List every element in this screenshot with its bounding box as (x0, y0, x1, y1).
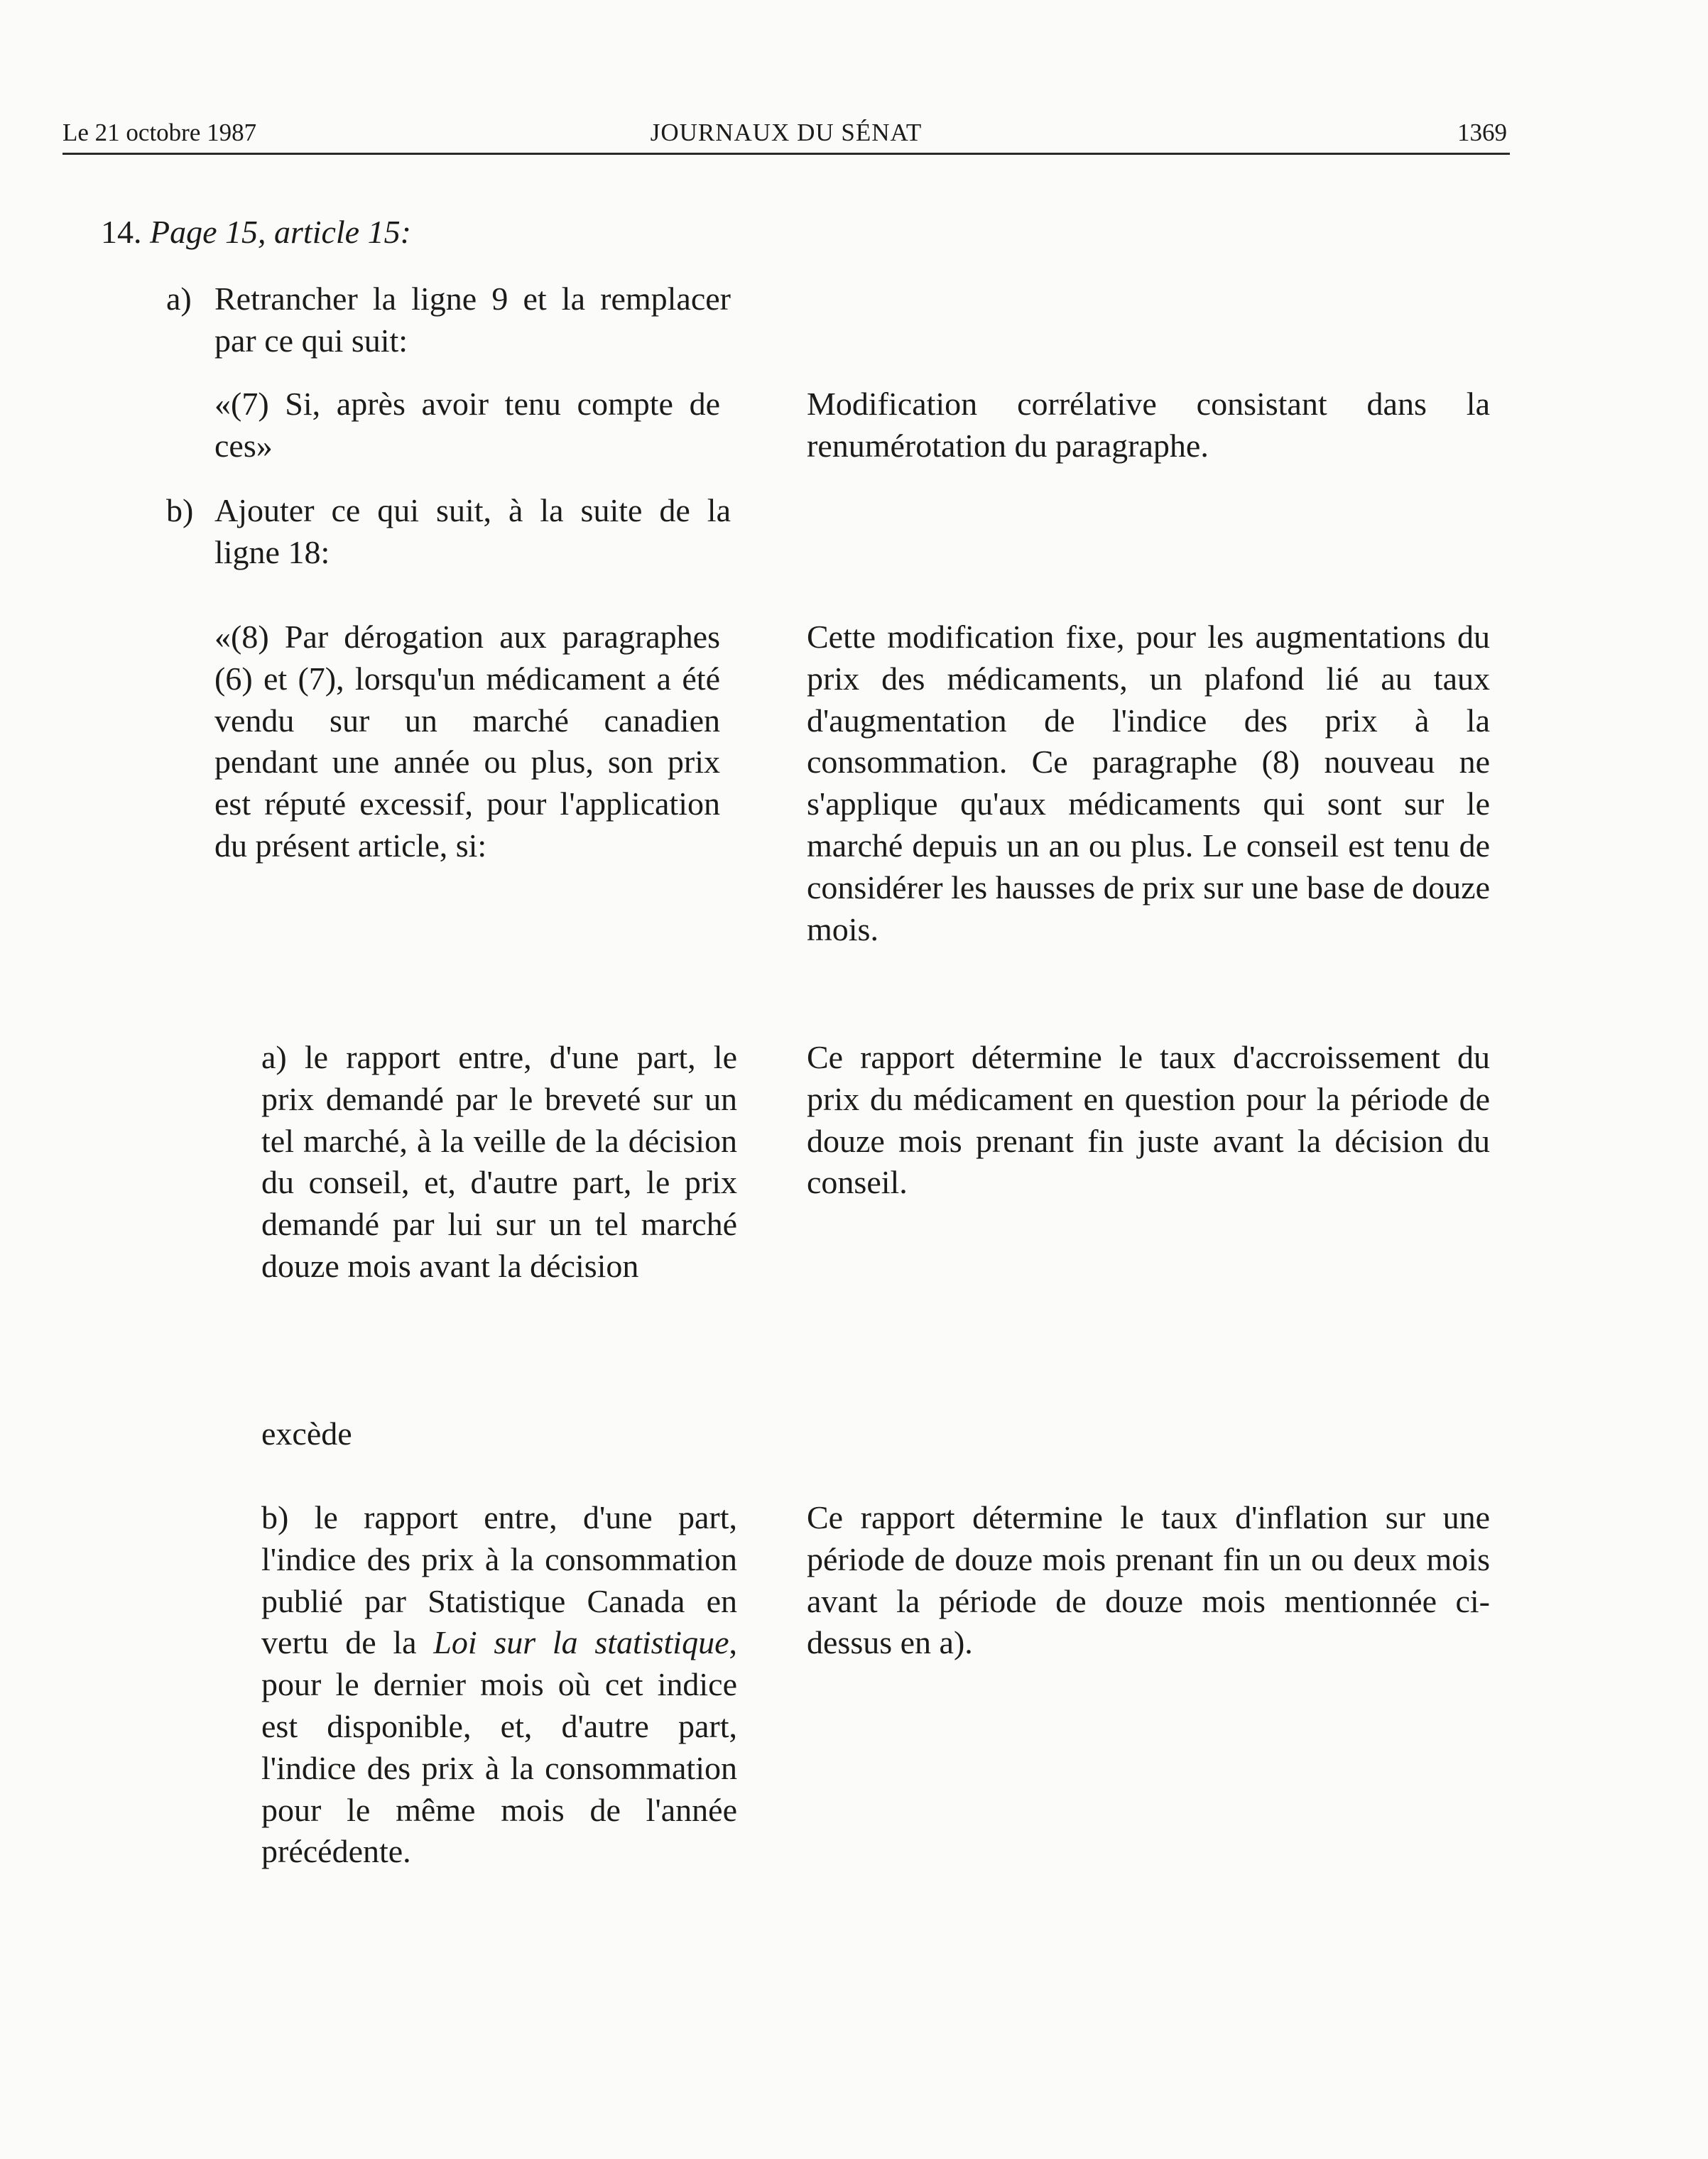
amendment-a (166, 278, 731, 362)
clause-a-note: Ce rapport détermine le taux d'accroissement du prix du médicament en question pour la période de douze mois prenant fin juste avant la décision du conseil. (807, 1039, 1490, 1201)
amendment-a-label: a) (166, 281, 192, 317)
statute-title: Loi sur la statistique (433, 1624, 729, 1661)
header-date: Le 21 octobre 1987 (62, 119, 257, 146)
item-reference: Page 15, article 15: (150, 214, 411, 250)
amendment-b (166, 490, 731, 574)
clause-a: a) le rapport entre, d'une part, le prix demandé par le breveté sur un tel marché, à la veille de la décision du conseil, et, d'autre part, le prix demandé par lui sur un tel marché douze mois avant la décision (261, 1039, 737, 1284)
clause-b-note: Ce rapport détermine le taux d'inflation sur une période de douze mois prenant fin un ou deux mois avant la période de douze mois mentionnée ci-dessus en a). (807, 1499, 1490, 1661)
item-number: 14. (101, 214, 142, 250)
amendment-a-text: Retrancher la ligne 9 et la remplacer par ce qui suit: (214, 281, 731, 359)
amendment-b-quote: «(8) Par dérogation aux paragraphes (6) et (7), lorsqu'un médicament a été vendu sur un marché canadien pendant une année ou plus, son prix est réputé excessif, pour l'application du présent article, si: (214, 619, 720, 864)
clause-b-text-after: , pour le dernier mois où cet indice est disponible, et, d'autre part, l'indice des prix à la consommation pour le même mois de l'année précédente. (261, 1624, 737, 1870)
journal-title: JOURNAUX DU SÉNAT (650, 119, 923, 146)
amendment-a-note: Modification corrélative consistant dans la renumérotation du paragraphe. (807, 386, 1490, 464)
item-heading (101, 212, 411, 254)
excede-connector: excède (261, 1415, 352, 1452)
page-number: 1369 (1457, 119, 1507, 146)
amendment-b-note: Cette modification fixe, pour les augmentations du prix des médicaments, un plafond lié au taux d'augmentation de l'indice des prix à la consommation. Ce paragraphe (8) nouveau ne s'applique qu'aux médicaments qui sont sur le marché depuis un an ou plus. Le conseil est tenu de considérer les hausses de prix sur une base de douze mois. (807, 619, 1490, 947)
amendment-b-label: b) (166, 492, 194, 528)
amendment-b-text: Ajouter ce qui suit, à la suite de la ligne 18: (214, 492, 731, 570)
clause-b (261, 1497, 737, 1873)
running-header (62, 117, 1510, 155)
amendment-a-quote: «(7) Si, après avoir tenu compte de ces» (214, 386, 720, 464)
clause-b-text-before: b) le rapport entre, d'une part, l'indice des prix à la consommation publié par Statistique Canada en vertu de la (261, 1499, 737, 1661)
